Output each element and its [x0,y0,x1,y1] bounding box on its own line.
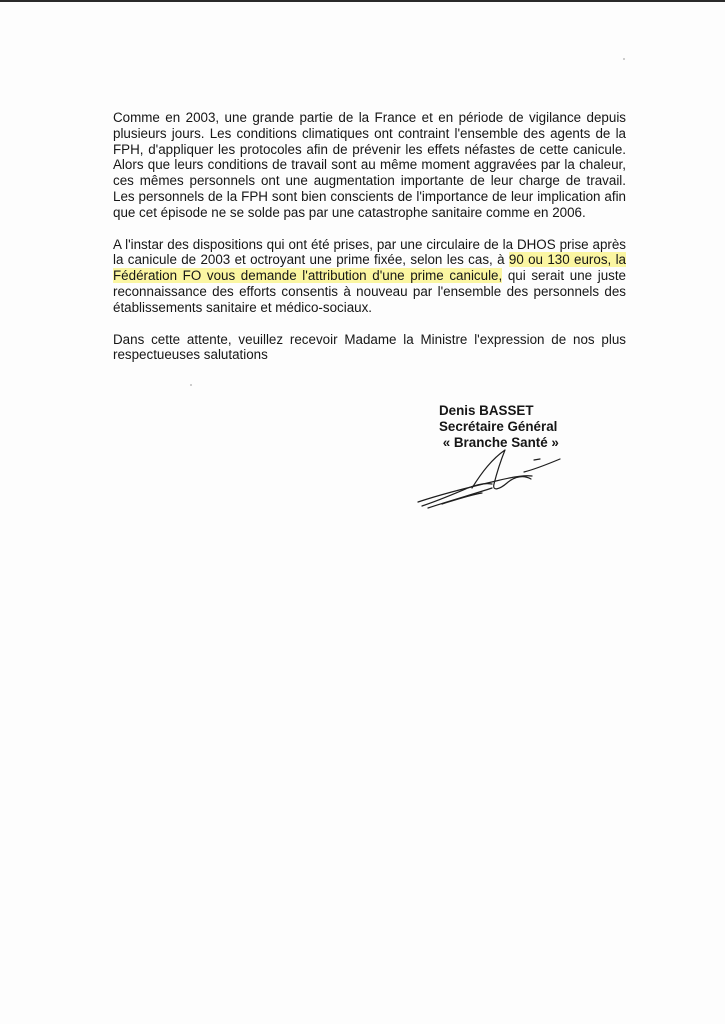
highlighted-request: 90 ou 130 euros, la Fédération FO vous demande l'attribution d'une prime canicule, [113,252,627,284]
signatory-branch: « Branche Santé » [439,435,559,450]
paragraph-closing: Dans cette attente, veuillez recevoir Madame la Ministre l'expression de nos plus respectueuses salutations [113,331,626,363]
signatory-title: Secrétaire Général [439,419,558,434]
letter-body [113,110,626,379]
paragraph-bonus-request [113,237,626,316]
paragraph-bonus-request-end: qui serait une juste reconnaissance des efforts consentis à nouveau par l'ensemble des personnels des établissements sanitaire et médico-sociaux. [113,268,627,315]
signatory-name: Denis BASSET [439,403,534,418]
scan-speck [623,58,625,60]
scan-speck [190,384,192,386]
scan-top-edge [0,0,725,2]
paragraph-heatwave-context: Comme en 2003, une grande partie de la France et en période de vigilance depuis plusieurs jours. Les conditions climatiques ont contraint l'ensemble des agents de la FPH, d'appliquer les protocoles afin de prévenir les effets néfastes de cette canicule. Alors que leurs conditions de travail sont au même moment aggravées par la chaleur, ces mêmes personnels ont une augmentation importante de leur charge de travail. Les personnels de la FPH sont bien conscients de l'importance de leur implication afin que cet épisode ne se solde pas par une catastrophe sanitaire comme en 2006. [113,110,626,220]
handwritten-signature [412,442,570,517]
paragraph-bonus-request-start: A l'instar des dispositions qui ont été prises, par une circulaire de la DHOS prise après la canicule de 2003 et octroyant une prime fixée, selon les cas, à [113,236,626,268]
